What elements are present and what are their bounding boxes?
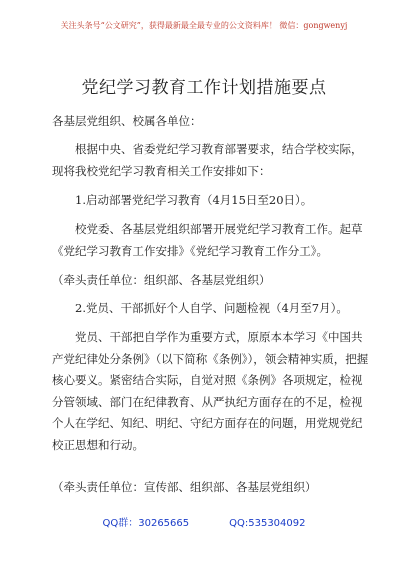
item2-responsible: （牵头责任单位：宣传部、组织部、各基层党组织）	[52, 480, 317, 494]
item1-heading: 1.启动部署党纪学习教育（4月15日至20日）。	[75, 193, 313, 207]
intro-paragraph: 根据中央、省委党纪学习教育部署要求，结合学校实际，现将我校党纪学习教育相关工作安排如下：	[52, 142, 363, 178]
item1-body: 校党委、各基层党组织部署开展党纪学习教育工作。起草《党纪学习教育工作安排》《党纪学习教育工作分工》。	[52, 222, 363, 258]
salutation: 各基层党组织、校属各单位：	[52, 114, 202, 128]
footer-qq-group: QQ群：30265665	[102, 518, 190, 529]
footer-qq: QQ:535304092	[229, 518, 306, 529]
item1-responsible: （牵头责任单位：组织部、各基层党组织）	[52, 273, 271, 287]
header-banner: 关注头条号“公文研究”，获得最新最全最专业的公文资料库！ 微信：gongwenyj	[60, 21, 348, 30]
document-title: 党纪学习教育工作计划措施要点	[81, 78, 327, 98]
item2-body: 党员、干部把自学作为重要方式，原原本本学习《中国共产党纪律处分条例》（以下简称《条例》），领会精神实质，把握核心要义。紧密结合实际，自觉对照《条例》各项规定，检视分管领域、部门在纪律教育、从严执纪方面存在的不足，检视个人在学纪、知纪、明纪、守纪方面存在的问题，用党规党纪校正思想和行动。	[52, 330, 369, 452]
item2-heading: 2.党员、干部抓好个人自学、问题检视（4月至7月）。	[75, 301, 348, 315]
footer-contact	[0, 518, 408, 530]
